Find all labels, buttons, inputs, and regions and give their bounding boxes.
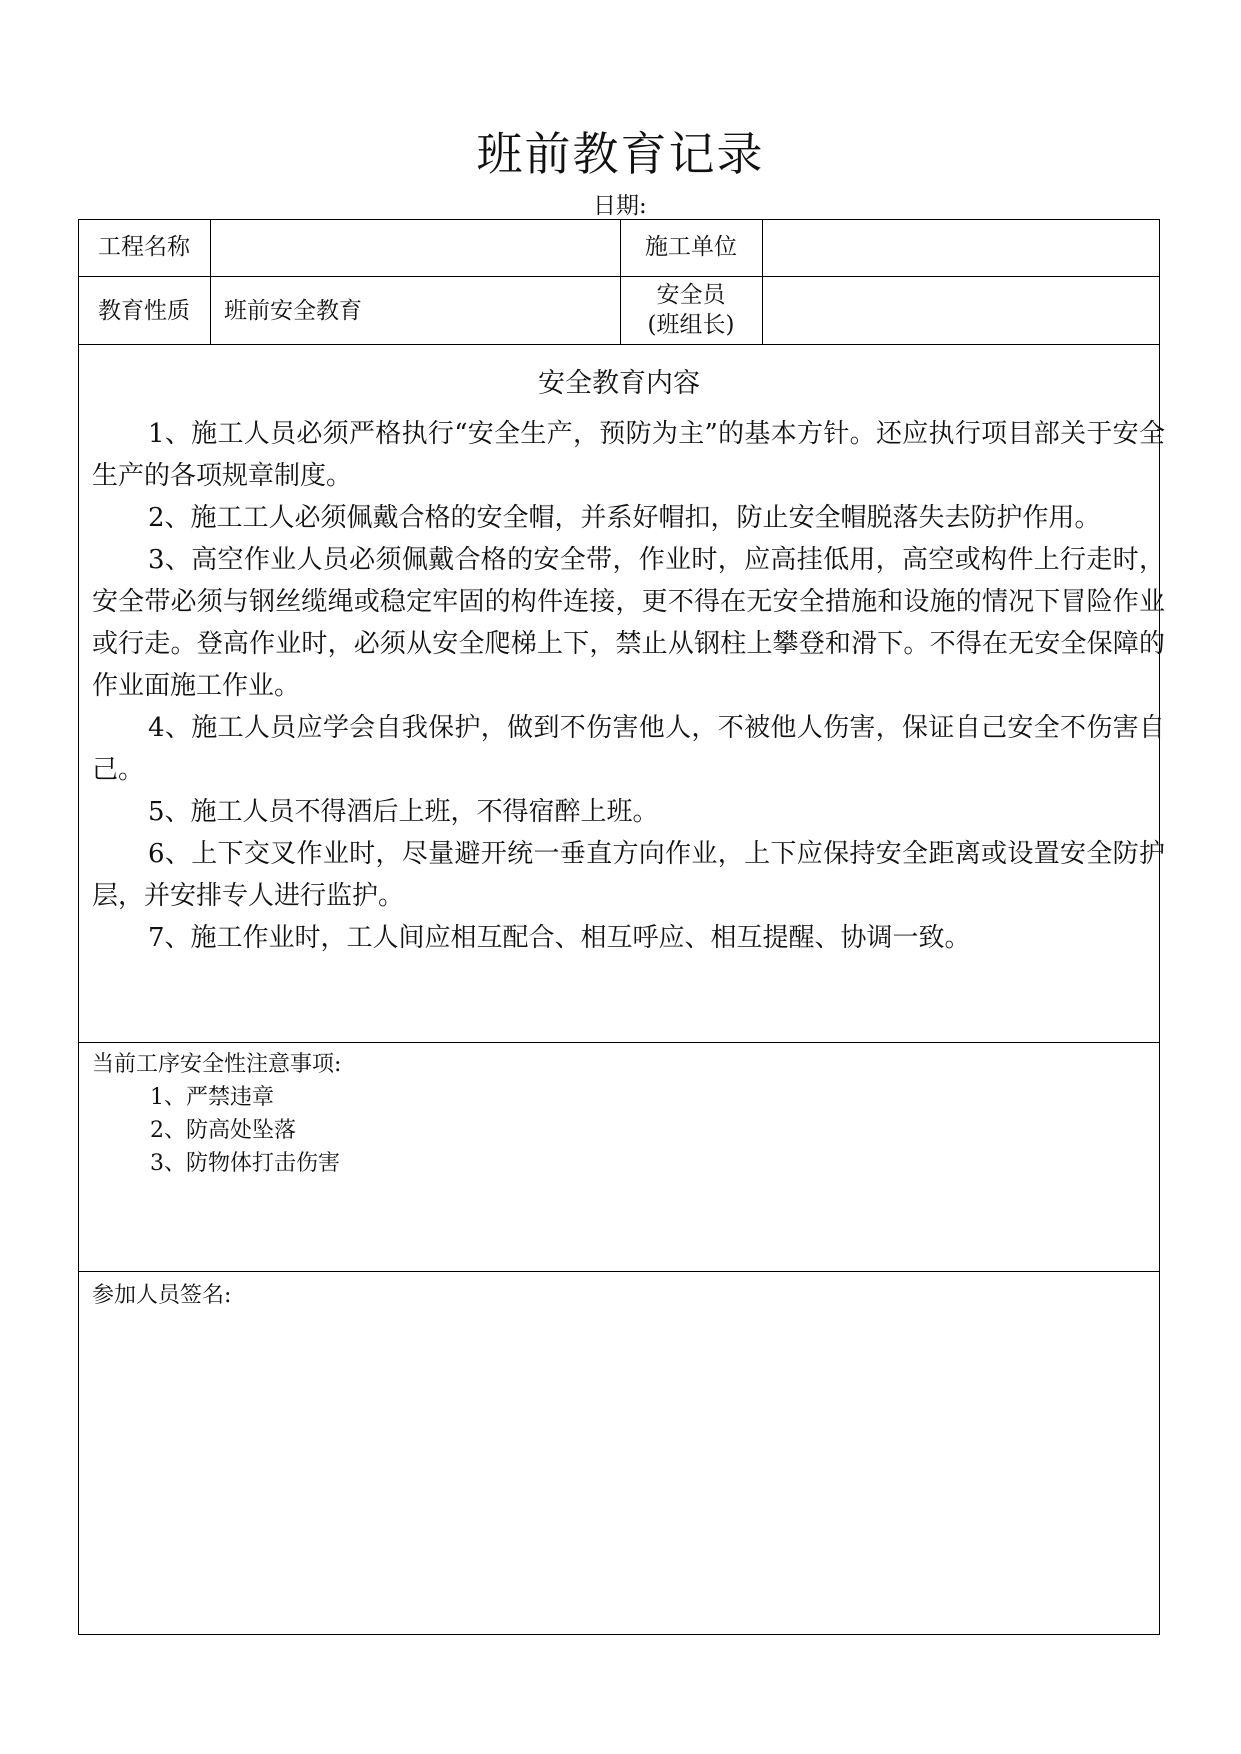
education-type-value[interactable]: 班前安全教育 [224, 298, 362, 324]
safety-note-item: 1、严禁违章 [150, 1085, 274, 1110]
content-paragraph: 3、高空作业人员必须佩戴合格的安全带，作业时，应高挂低用，高空或构件上行走时，安全带必须与钢丝缆绳或稳定牢固的构件连接，更不得在无安全措施和设施的情况下冒险作业或行走。登高作业时，必须从安全爬梯上下，禁止从钢柱上攀登和滑下。不得在无安全保障的作业面施工作业。 [92, 545, 1165, 701]
safety-note-item: 3、防物体打击伤害 [150, 1151, 340, 1176]
table-divider [210, 219, 211, 344]
table-divider [78, 344, 1160, 345]
content-paragraph: 1、施工人员必须严格执行“安全生产，预防为主”的基本方针。还应执行项目部关于安全生产的各项规章制度。 [92, 419, 1165, 491]
safety-notes-label: 当前工序安全性注意事项: [92, 1052, 342, 1077]
document-title: 班前教育记录 [476, 127, 765, 181]
construction-unit-label: 施工单位 [645, 234, 737, 260]
content-paragraph: 2、施工工人必须佩戴合格的安全帽，并系好帽扣，防止安全帽脱落失去防护作用。 [148, 503, 1101, 533]
project-name-label: 工程名称 [98, 234, 190, 260]
safety-officer-label-line1: 安全员 [656, 282, 726, 308]
safety-notes [92, 1048, 341, 1180]
safety-officer-label-line2: (班组长) [647, 312, 735, 338]
table-divider [762, 219, 763, 344]
safety-officer-label [620, 280, 762, 340]
content-body [92, 413, 1165, 959]
content-paragraph: 7、施工作业时，工人间应相互配合、相互呼应、相互提醒、协调一致。 [148, 923, 971, 953]
content-paragraph: 6、上下交叉作业时，尽量避开统一垂直方向作业，上下应保持安全距离或设置安全防护层，并安排专人进行监护。 [92, 839, 1165, 911]
content-paragraph: 5、施工人员不得酒后上班，不得宿醉上班。 [148, 797, 659, 827]
table-divider [78, 1042, 1160, 1043]
table-divider [78, 1271, 1160, 1272]
content-section-title: 安全教育内容 [538, 368, 700, 399]
education-type-label: 教育性质 [98, 298, 190, 324]
signature-label: 参加人员签名: [92, 1283, 232, 1308]
table-divider [78, 276, 1160, 277]
content-paragraph: 4、施工人员应学会自我保护，做到不伤害他人，不被他人伤害，保证自己安全不伤害自己。 [92, 713, 1165, 785]
safety-note-item: 2、防高处坠落 [150, 1118, 296, 1143]
date-label: 日期: [593, 193, 647, 219]
